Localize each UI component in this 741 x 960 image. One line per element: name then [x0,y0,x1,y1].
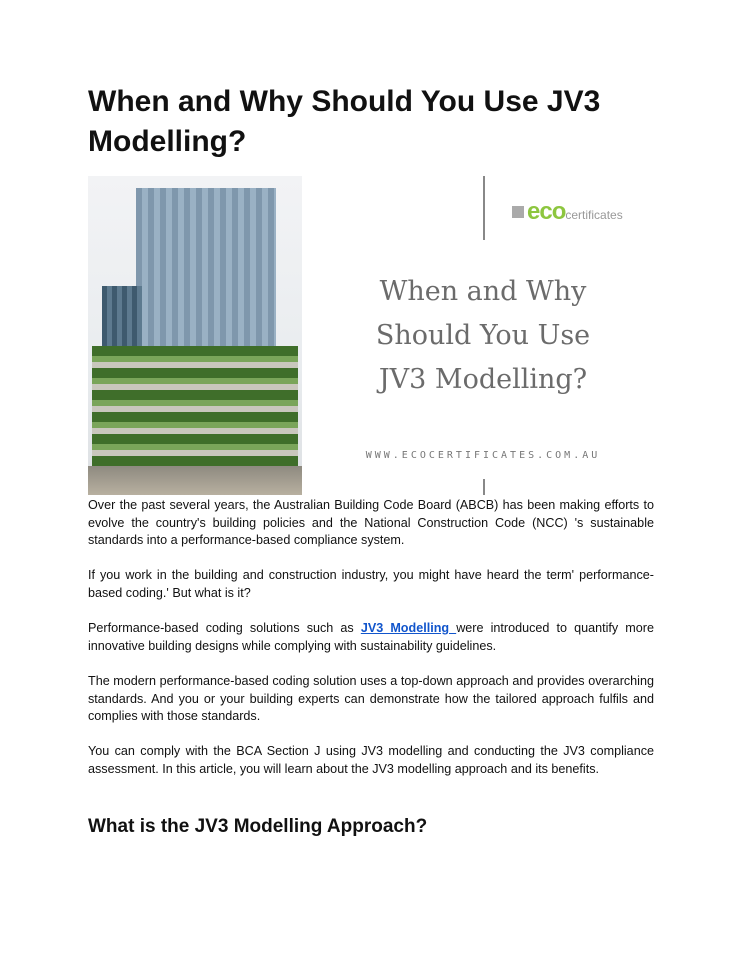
building-photo [88,176,302,495]
divider-line [483,479,485,495]
paragraph: If you work in the building and construction industry, you might have heard the term' performance-based coding.' But what is it? [88,568,654,600]
page-title: When and Why Should You Use JV3 Modelling? [88,85,601,158]
banner-url: WWW.ECOCERTIFICATES.COM.AU [365,450,601,461]
jv3-modelling-link[interactable]: JV3 Modelling [360,621,457,636]
banner-image [88,176,654,495]
paragraph: Performance-based coding solutions such as JV3 Modelling were introduced to quantify more innovative building designs while complying with sustainability guidelines. [88,621,654,653]
paragraph: You can comply with the BCA Section J using JV3 modelling and conducting the JV3 compliance assessment. In this article, you will learn about the JV3 modelling approach and its benefits. [88,744,654,776]
eco-certificates-logo: ecocertificates [512,198,623,226]
divider-line [483,176,485,240]
paragraph: Over the past several years, the Australian Building Code Board (ABCB) has been making efforts to evolve the country's building policies and the National Construction Code (NCC) 's sustainable standards into a performance-based compliance system. [88,498,654,548]
article-body [88,497,654,796]
section-heading: What is the JV3 Modelling Approach? [88,816,428,837]
banner-title: When and Why Should You Use JV3 Modelling? [375,276,591,395]
paragraph: The modern performance-based coding solution uses a top-down approach and provides overarching standards. And you or your building experts can demonstrate how the tailored approach fulfils and complies with those standards. [88,673,654,724]
